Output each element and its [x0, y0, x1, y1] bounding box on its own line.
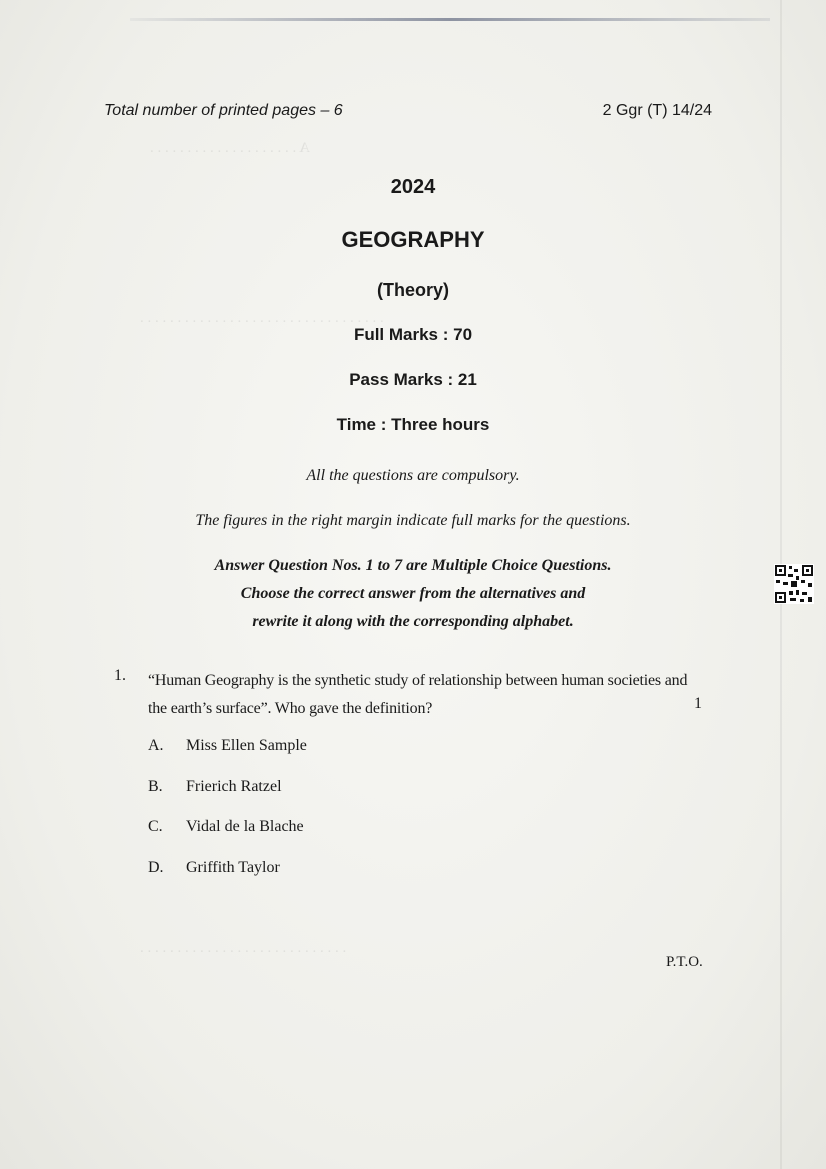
- instruction-compulsory: All the questions are compulsory.: [306, 467, 520, 484]
- option-text-c: Vidal de la Blache: [186, 818, 304, 835]
- option-letter-a: A.: [148, 737, 164, 754]
- paper-code: 2 Ggr (T) 14/24: [602, 102, 712, 119]
- please-turn-over: P.T.O.: [666, 954, 703, 970]
- subject-title: GEOGRAPHY: [341, 227, 485, 252]
- question-number: 1.: [114, 667, 126, 684]
- qr-code-icon: [774, 564, 814, 604]
- question-marks: 1: [694, 695, 702, 712]
- option-text-a: Miss Ellen Sample: [186, 737, 307, 754]
- time-allowed: Time : Three hours: [336, 415, 490, 434]
- option-text-d: Griffith Taylor: [186, 859, 280, 876]
- instruction-mcq-line-2: Choose the correct answer from the alternatives and: [240, 585, 586, 602]
- question-text: “Human Geography is the synthetic study of relationship between human societies and the earth’s surface”. Who gave the definition?: [148, 672, 688, 717]
- option-letter-d: D.: [148, 859, 164, 876]
- option-text-b: Frierich Ratzel: [186, 778, 282, 795]
- option-letter-c: C.: [148, 818, 163, 835]
- option-letter-b: B.: [148, 778, 163, 795]
- bleed-through: . . . . . . . . . . . . . . . . . . . . . . . . . . . . . . . . .: [140, 310, 384, 326]
- bleed-through: . . . . . . . . . . . . . . . . . . . . . . . . . . . .: [140, 940, 347, 956]
- instruction-mcq-line-3: rewrite it along with the corresponding alphabet.: [252, 613, 574, 630]
- full-marks: Full Marks : 70: [353, 325, 473, 344]
- top-edge-line: [130, 18, 770, 21]
- bleed-through: A . . . . . . . . . . . . . . . . . . . .: [150, 140, 311, 156]
- exam-year: 2024: [390, 176, 436, 198]
- paper-type: (Theory): [377, 280, 449, 300]
- pass-marks: Pass Marks : 21: [349, 370, 477, 389]
- printed-pages-note: Total number of printed pages – 6: [104, 102, 343, 119]
- instruction-margin: The figures in the right margin indicate full marks for the questions.: [195, 512, 631, 529]
- instruction-mcq-line-1: Answer Question Nos. 1 to 7 are Multiple Choice Questions.: [214, 557, 612, 574]
